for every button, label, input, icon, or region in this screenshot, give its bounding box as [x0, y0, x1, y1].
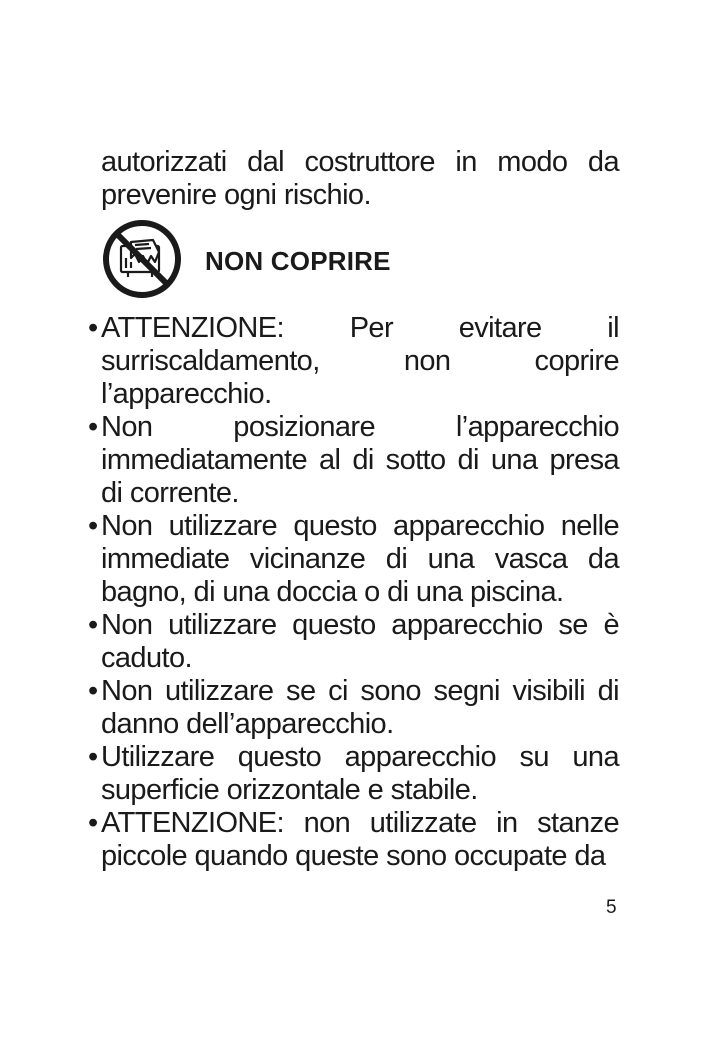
safety-bullet-list: [88, 312, 619, 873]
intro-paragraph: autorizzati dal costruttore in modo da prevenire ogni rischio.: [101, 146, 619, 211]
bullet-dot: •: [88, 675, 98, 707]
bullet-dot: •: [88, 807, 98, 839]
warning-label: NON COPRIRE: [205, 245, 391, 276]
list-item: [88, 807, 619, 873]
list-item: [88, 675, 619, 741]
bullet-dot: •: [88, 510, 98, 542]
list-item: [88, 411, 619, 510]
bullet-text: Non posizionare l’apparecchio immediatamente al di sotto di una presa di corrente.: [101, 411, 619, 509]
bullet-text: ATTENZIONE: non utilizzate in stanze piccole quando queste sono occupate da: [101, 807, 619, 872]
page-number: 5: [606, 897, 617, 918]
bullet-dot: •: [88, 312, 98, 344]
bullet-text: Utilizzare questo apparecchio su una superficie orizzontale e stabile.: [101, 741, 619, 806]
no-cover-prohibition-icon: [101, 218, 183, 300]
bullet-dot: •: [88, 609, 98, 641]
bullet-text: Non utilizzare se ci sono segni visibili di danno dell’apparecchio.: [101, 675, 619, 740]
list-item: [88, 510, 619, 609]
bullet-text: ATTENZIONE: Per evitare il surriscaldamento, non coprire l’apparecchio.: [101, 312, 619, 410]
list-item: [88, 609, 619, 675]
bullet-text: Non utilizzare questo apparecchio nelle immediate vicinanze di una vasca da bagno, di una doccia o di una piscina.: [101, 510, 619, 608]
bullet-text: Non utilizzare questo apparecchio se è caduto.: [101, 609, 619, 674]
list-item: [88, 741, 619, 807]
list-item: [88, 312, 619, 411]
bullet-dot: •: [88, 411, 98, 443]
warning-row: [101, 217, 391, 301]
bullet-dot: •: [88, 741, 98, 773]
